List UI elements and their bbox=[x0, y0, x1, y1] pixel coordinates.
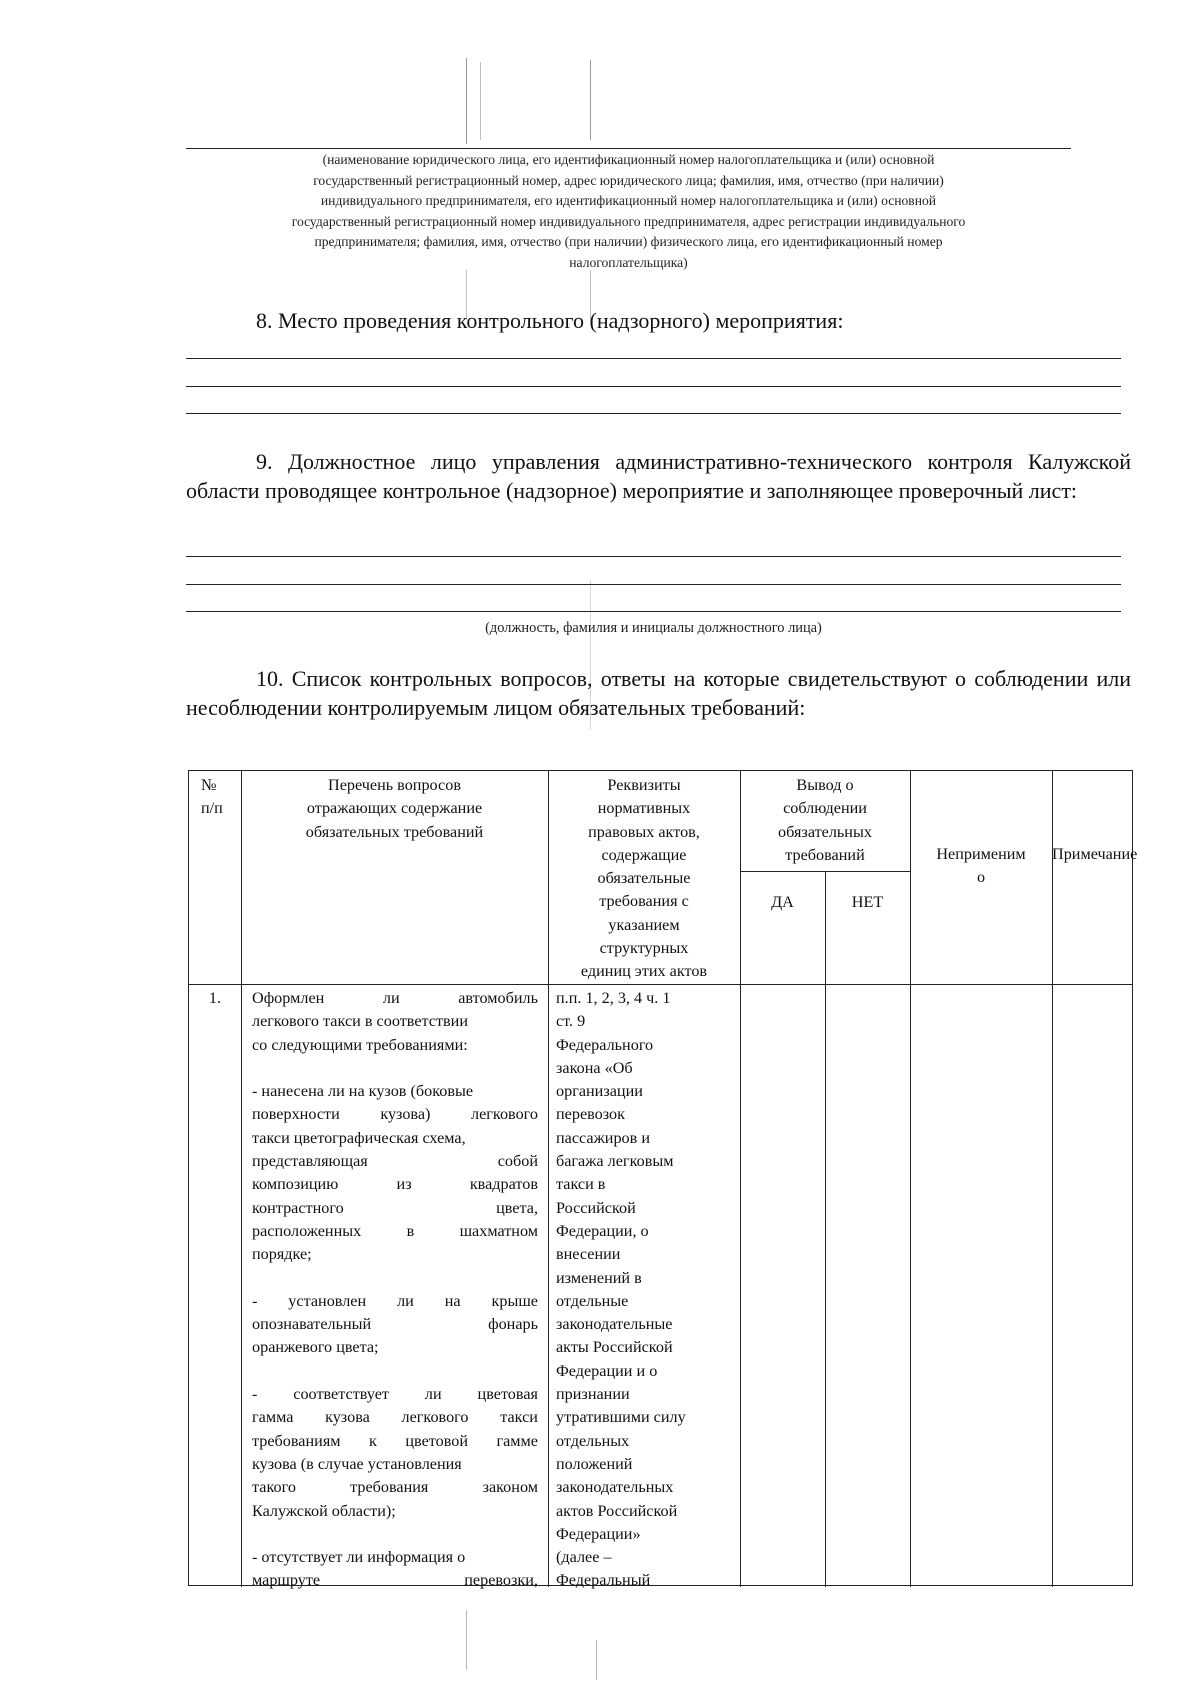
requisite-line: акты Российской bbox=[556, 1338, 673, 1357]
question-word: кузова (в случае установления bbox=[252, 1454, 462, 1473]
row-question bbox=[252, 987, 538, 1593]
question-line bbox=[252, 1500, 538, 1523]
caption-line: государственный регистрационный номер, адрес юридического лица; фамилия, имя, отчество (при наличии) bbox=[313, 172, 944, 188]
question-word: ли bbox=[424, 1385, 442, 1404]
requisite-line: пассажиров и bbox=[556, 1128, 650, 1147]
header-text: содержащие bbox=[601, 845, 687, 864]
question-word: контрастного bbox=[252, 1198, 344, 1217]
header-text: обязательных bbox=[778, 822, 872, 841]
question-line bbox=[252, 1243, 538, 1266]
question-word: цветовой bbox=[405, 1431, 468, 1450]
question-line bbox=[252, 1569, 538, 1592]
question-word: к bbox=[369, 1431, 377, 1450]
question-word: опознавательный bbox=[252, 1315, 372, 1334]
requisite-line: внесении bbox=[556, 1245, 621, 1264]
question-line bbox=[252, 1173, 538, 1196]
header-text: обязательные bbox=[597, 869, 691, 888]
header-note: Примечание bbox=[1052, 845, 1138, 863]
requisite-line: Федеральный bbox=[556, 1571, 651, 1590]
question-line bbox=[252, 1453, 538, 1476]
header-text: № bbox=[201, 776, 217, 794]
question-word: гамма bbox=[252, 1408, 294, 1427]
table-grid-line bbox=[241, 771, 242, 1587]
scan-artifact bbox=[590, 60, 591, 140]
requisite-line: багажа легковым bbox=[556, 1152, 674, 1171]
question-word: из bbox=[396, 1175, 412, 1194]
question-word: в bbox=[406, 1221, 415, 1240]
requisite-line: утратившими силу bbox=[556, 1408, 686, 1427]
caption-line: предпринимателя; фамилия, имя, отчество (при наличии) физического лица, его идентификационный номер bbox=[314, 234, 943, 249]
question-line bbox=[252, 1546, 538, 1569]
table-grid-line bbox=[910, 771, 911, 1587]
caption-line: налогоплательщика) bbox=[569, 254, 688, 270]
question-line bbox=[252, 1150, 538, 1173]
header-text: отражающих содержание bbox=[306, 799, 483, 818]
requisite-line: организации bbox=[556, 1082, 643, 1101]
header-text: указанием bbox=[608, 915, 680, 934]
table-grid-line bbox=[825, 871, 826, 1587]
top-rule bbox=[186, 148, 1071, 149]
requisite-line: п.п. 1, 2, 3, 4 ч. 1 bbox=[556, 989, 671, 1007]
requisite-line: законодательных bbox=[556, 1478, 674, 1497]
row-requisites bbox=[556, 987, 736, 1593]
question-line bbox=[252, 1010, 538, 1033]
question-gap bbox=[252, 1057, 538, 1080]
question-line bbox=[252, 1197, 538, 1220]
table-grid-line bbox=[740, 871, 910, 872]
fill-line bbox=[186, 584, 1121, 585]
question-word: порядке; bbox=[252, 1245, 312, 1264]
header-text: Вывод о bbox=[796, 776, 854, 794]
header-text: Реквизиты bbox=[607, 776, 681, 794]
question-word: установлен bbox=[288, 1291, 367, 1310]
question-word: композицию bbox=[252, 1175, 339, 1194]
question-word: маршруте bbox=[252, 1571, 321, 1590]
question-line bbox=[252, 1406, 538, 1429]
question-word: - отсутствует ли информация о bbox=[252, 1548, 466, 1567]
row-number: 1. bbox=[208, 989, 222, 1007]
question-word: ли bbox=[382, 989, 400, 1007]
fill-line bbox=[186, 611, 1121, 612]
requisite-line: перевозок bbox=[556, 1105, 626, 1124]
fill-line bbox=[186, 413, 1121, 414]
header-questions bbox=[241, 774, 548, 844]
question-line bbox=[252, 1080, 538, 1103]
header-text: правовых актов, bbox=[588, 822, 700, 841]
question-line bbox=[252, 1313, 538, 1336]
question-word: квадратов bbox=[469, 1175, 538, 1194]
question-word: гамме bbox=[496, 1431, 538, 1450]
scan-artifact bbox=[596, 1640, 597, 1680]
requisite-line: такси в bbox=[556, 1175, 606, 1194]
table-grid-line bbox=[1052, 771, 1053, 1587]
requisite-line: законодательные bbox=[556, 1315, 673, 1334]
scan-artifact bbox=[466, 58, 467, 144]
requisite-line: признании bbox=[556, 1385, 630, 1404]
question-line bbox=[252, 1103, 538, 1126]
question-gap bbox=[252, 1360, 538, 1383]
header-text: требований bbox=[785, 845, 865, 864]
header-yes: ДА bbox=[771, 893, 794, 911]
requisite-line: Федерации, о bbox=[556, 1221, 649, 1240]
official-caption: (должность, фамилия и инициалы должностного лица) bbox=[485, 620, 822, 636]
question-line bbox=[252, 1476, 538, 1499]
requisite-line: (далее – bbox=[556, 1548, 612, 1567]
header-text: Перечень вопросов bbox=[328, 776, 461, 794]
question-word: представляющая bbox=[252, 1152, 368, 1171]
question-word: легкового bbox=[471, 1105, 538, 1124]
question-word: такого bbox=[252, 1478, 296, 1497]
section-8-heading: 8. Место проведения контрольного (надзорного) мероприятия: bbox=[256, 308, 844, 333]
question-word: требования bbox=[350, 1478, 429, 1497]
fill-line bbox=[186, 386, 1121, 387]
requisite-line: Российской bbox=[556, 1198, 636, 1217]
question-word: законом bbox=[482, 1478, 538, 1497]
question-word: крыше bbox=[491, 1291, 538, 1310]
question-line bbox=[252, 1430, 538, 1453]
requisite-line: Федерального bbox=[556, 1035, 654, 1054]
header-text: требования с bbox=[599, 892, 689, 911]
header-text: структурных bbox=[599, 939, 689, 958]
question-word: легкового такси в соответствии bbox=[252, 1012, 469, 1031]
question-word: кузова) bbox=[380, 1105, 431, 1124]
question-line bbox=[252, 1127, 538, 1150]
caption-line: (наименование юридического лица, его идентификационный номер налогоплательщика и (или) основной bbox=[322, 152, 935, 167]
fill-line bbox=[186, 358, 1121, 359]
caption-line: индивидуального предпринимателя, его идентификационный номер налогоплательщика и (или) основной bbox=[320, 193, 937, 208]
question-word: собой bbox=[497, 1152, 538, 1171]
header-not-applicable bbox=[910, 843, 1052, 890]
header-no: НЕТ bbox=[851, 893, 884, 911]
question-gap bbox=[252, 1267, 538, 1290]
question-word: фонарь bbox=[488, 1315, 538, 1334]
table-grid-line bbox=[189, 984, 1132, 985]
requisite-line: отдельные bbox=[556, 1291, 629, 1310]
question-word: - bbox=[252, 1385, 258, 1404]
question-word: шахматном bbox=[459, 1221, 538, 1240]
question-word: поверхности bbox=[252, 1105, 340, 1124]
header-number bbox=[189, 774, 241, 821]
header-text: о bbox=[976, 868, 986, 887]
header-text: соблюдении bbox=[783, 799, 867, 818]
question-line bbox=[252, 1220, 538, 1243]
header-text: обязательных требований bbox=[305, 822, 484, 841]
question-word: цвета, bbox=[496, 1198, 538, 1217]
question-word: такси цветографическая схема, bbox=[252, 1128, 466, 1147]
header-text: единиц этих актов bbox=[580, 962, 708, 981]
question-word: требованиям bbox=[252, 1431, 341, 1450]
question-line bbox=[252, 1290, 538, 1313]
question-word: оранжевого цвета; bbox=[252, 1338, 379, 1357]
requisite-line: Федерации» bbox=[556, 1524, 641, 1543]
header-text: нормативных bbox=[597, 799, 691, 818]
question-word: со следующими требованиями: bbox=[252, 1035, 468, 1054]
checklist-table bbox=[188, 770, 1138, 1590]
question-word: легкового bbox=[401, 1408, 469, 1427]
requisite-line: закона «Об bbox=[556, 1058, 633, 1077]
question-word: - нанесена ли на кузов (боковые bbox=[252, 1082, 474, 1101]
question-word: цветовая bbox=[477, 1385, 538, 1404]
requisite-line: изменений в bbox=[556, 1268, 642, 1287]
question-word: Калужской области); bbox=[252, 1501, 396, 1520]
question-word: расположенных bbox=[252, 1221, 362, 1240]
question-word: - bbox=[252, 1291, 258, 1310]
header-requisites bbox=[548, 774, 740, 984]
question-word: ли bbox=[397, 1291, 414, 1310]
question-line bbox=[252, 1336, 538, 1359]
header-text: п/п bbox=[201, 799, 223, 818]
taxpayer-caption bbox=[186, 150, 1071, 273]
question-word: соответствует bbox=[293, 1385, 390, 1404]
question-word: перевозки, bbox=[464, 1571, 538, 1590]
question-word: кузова bbox=[325, 1408, 370, 1427]
caption-line: государственный регистрационный номер индивидуального предпринимателя, адрес регистрации индивидуального bbox=[291, 213, 966, 229]
header-conclusion bbox=[740, 774, 910, 867]
requisite-line: положений bbox=[556, 1454, 633, 1473]
requisite-line: отдельных bbox=[556, 1431, 630, 1450]
question-word: автомобиль bbox=[458, 989, 538, 1007]
question-gap bbox=[252, 1523, 538, 1546]
scan-artifact bbox=[480, 62, 481, 140]
requisite-line: актов Российской bbox=[556, 1501, 678, 1520]
question-line bbox=[252, 1383, 538, 1406]
fill-line bbox=[186, 556, 1121, 557]
question-word: такси bbox=[500, 1408, 538, 1427]
section-10-heading: 10. Список контрольных вопросов, ответы на которые свидетельствуют о соблюдении или несоблюдении контролируемым лицом обязательных требований: bbox=[186, 666, 1131, 720]
header-text: Неприменим bbox=[936, 845, 1026, 863]
section-9-heading: 9. Должностное лицо управления административно-технического контроля Калужской области проводящее контрольное (надзорное) мероприятие и заполняющее проверочный лист: bbox=[186, 449, 1131, 503]
question-line bbox=[252, 1034, 538, 1057]
requisite-line: ст. 9 bbox=[556, 1012, 586, 1031]
question-word: Оформлен bbox=[252, 989, 325, 1007]
scan-artifact bbox=[466, 1610, 467, 1670]
question-line bbox=[252, 987, 538, 1010]
question-word: на bbox=[444, 1291, 461, 1310]
requisite-line: Федерации и о bbox=[556, 1361, 658, 1380]
